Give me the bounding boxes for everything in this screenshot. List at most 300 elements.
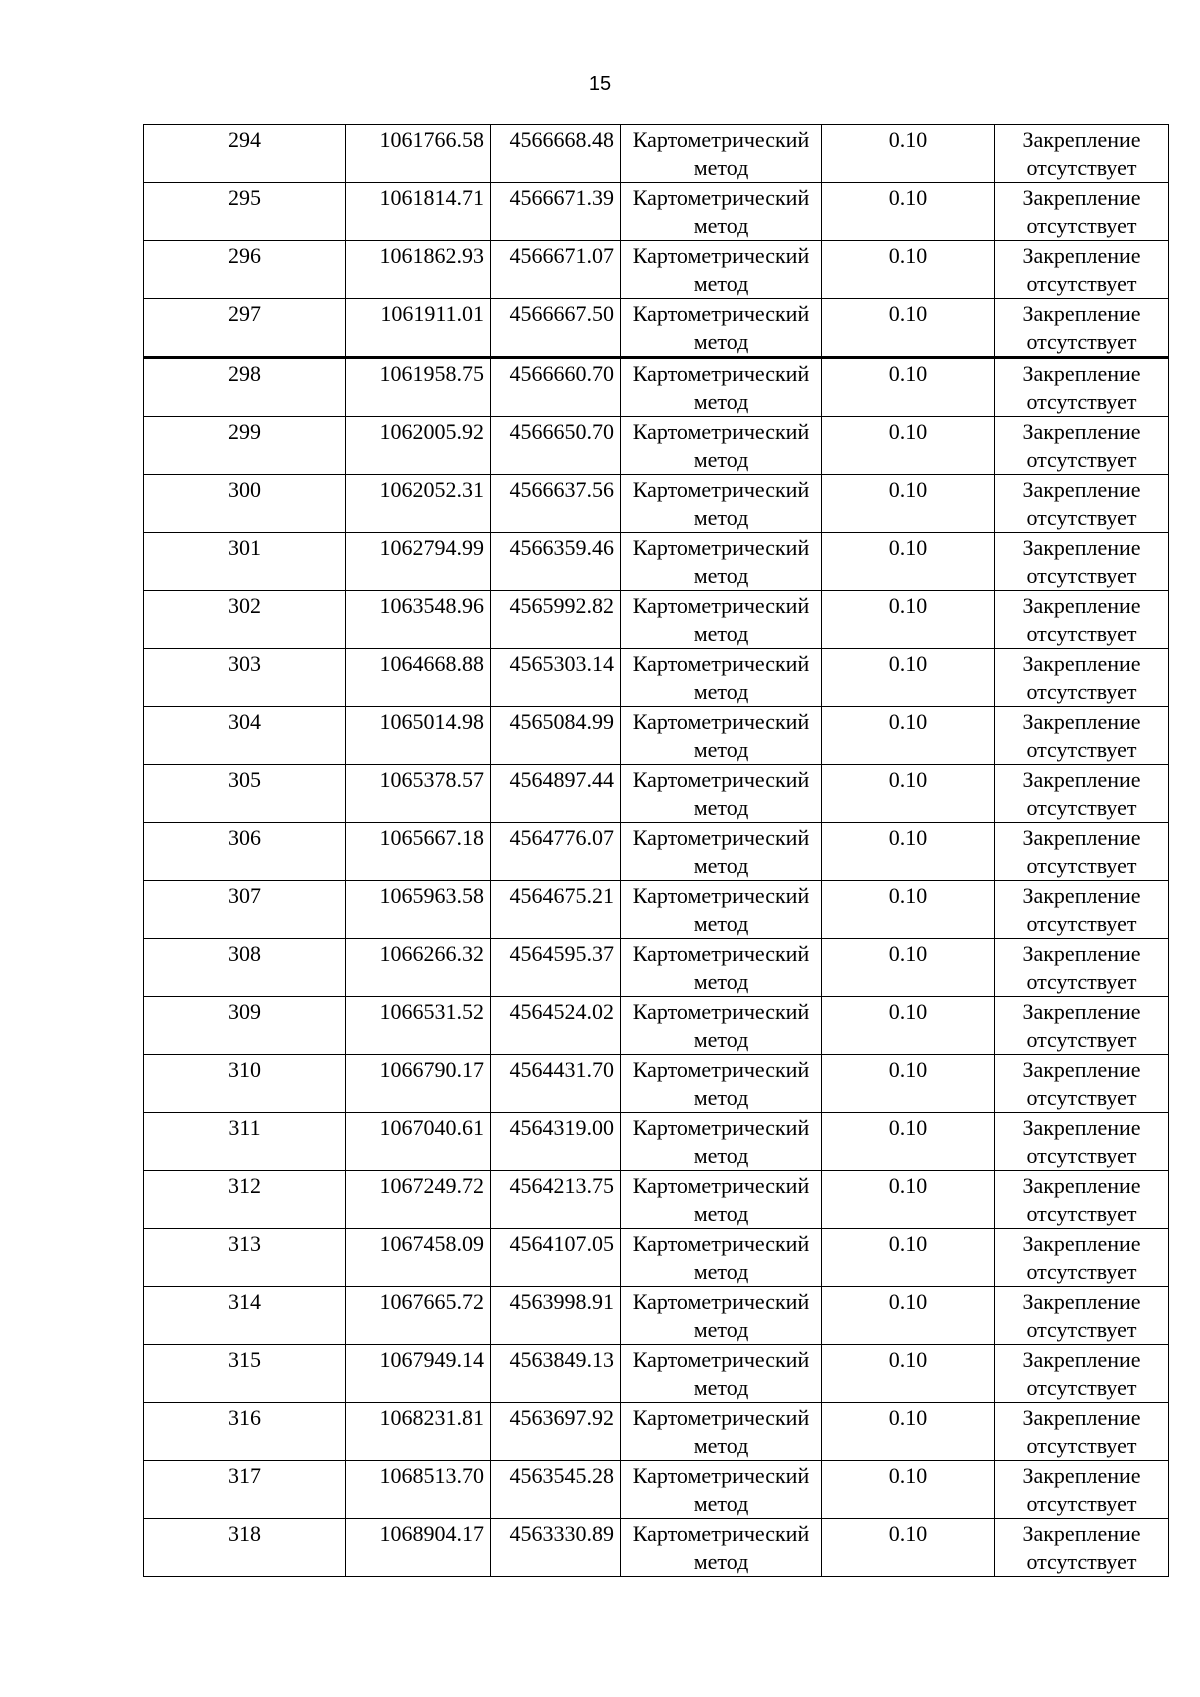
point-number: 308: [228, 941, 261, 966]
table-row: [144, 125, 1169, 183]
y-coordinate-cell: [491, 1055, 621, 1113]
accuracy-value: 0.10: [888, 1057, 928, 1082]
table-row: [144, 997, 1169, 1055]
point-number-cell: [144, 241, 346, 299]
accuracy-value: 0.10: [888, 593, 928, 618]
fixing-description: Закрепление отсутствует: [1022, 361, 1141, 414]
point-number: 296: [228, 243, 261, 268]
determination-method: Картометрический метод: [632, 127, 810, 180]
point-number: 313: [228, 1231, 261, 1256]
fixing-cell: [995, 881, 1169, 939]
fixing-description: Закрепление отсутствует: [1022, 1115, 1141, 1168]
accuracy-cell: [822, 997, 995, 1055]
fixing-cell: [995, 1229, 1169, 1287]
fixing-description: Закрепление отсутствует: [1022, 825, 1141, 878]
y-coordinate: 4566650.70: [509, 419, 614, 444]
accuracy-cell: [822, 1171, 995, 1229]
determination-method: Картометрический метод: [632, 709, 810, 762]
fixing-cell: [995, 241, 1169, 299]
table-row: [144, 765, 1169, 823]
accuracy-cell: [822, 183, 995, 241]
y-coordinate-cell: [491, 1345, 621, 1403]
y-coordinate: 4566359.46: [509, 535, 614, 560]
fixing-description: Закрепление отсутствует: [1022, 419, 1141, 472]
x-coordinate-cell: [346, 1113, 491, 1171]
determination-method: Картометрический метод: [632, 593, 810, 646]
table-row: [144, 1345, 1169, 1403]
y-coordinate-cell: [491, 997, 621, 1055]
accuracy-cell: [822, 299, 995, 358]
determination-method: Картометрический метод: [632, 301, 810, 354]
x-coordinate-cell: [346, 299, 491, 358]
y-coordinate: 4565992.82: [509, 593, 614, 618]
fixing-cell: [995, 1113, 1169, 1171]
point-number: 310: [228, 1057, 261, 1082]
y-coordinate: 4566671.39: [509, 185, 614, 210]
fixing-cell: [995, 1171, 1169, 1229]
x-coordinate: 1068904.17: [379, 1521, 484, 1546]
method-cell: [621, 1519, 822, 1577]
x-coordinate-cell: [346, 1055, 491, 1113]
y-coordinate: 4565303.14: [509, 651, 614, 676]
fixing-cell: [995, 591, 1169, 649]
point-number-cell: [144, 997, 346, 1055]
table-row: [144, 475, 1169, 533]
x-coordinate-cell: [346, 1229, 491, 1287]
determination-method: Картометрический метод: [632, 1347, 810, 1400]
x-coordinate-cell: [346, 183, 491, 241]
determination-method: Картометрический метод: [632, 651, 810, 704]
method-cell: [621, 881, 822, 939]
y-coordinate-cell: [491, 1113, 621, 1171]
point-number: 297: [228, 301, 261, 326]
x-coordinate: 1061911.01: [380, 301, 484, 326]
x-coordinate: 1067949.14: [379, 1347, 484, 1372]
method-cell: [621, 1403, 822, 1461]
x-coordinate-cell: [346, 707, 491, 765]
fixing-description: Закрепление отсутствует: [1022, 1405, 1141, 1458]
x-coordinate-cell: [346, 125, 491, 183]
fixing-description: Закрепление отсутствует: [1022, 535, 1141, 588]
point-number: 294: [228, 127, 261, 152]
table-row: [144, 417, 1169, 475]
x-coordinate-cell: [346, 591, 491, 649]
x-coordinate: 1067249.72: [379, 1173, 484, 1198]
fixing-description: Закрепление отсутствует: [1022, 1173, 1141, 1226]
point-number-cell: [144, 881, 346, 939]
method-cell: [621, 707, 822, 765]
point-number: 300: [228, 477, 261, 502]
accuracy-cell: [822, 1113, 995, 1171]
method-cell: [621, 649, 822, 707]
y-coordinate-cell: [491, 1519, 621, 1577]
method-cell: [621, 241, 822, 299]
point-number-cell: [144, 1287, 346, 1345]
method-cell: [621, 997, 822, 1055]
point-number: 295: [228, 185, 261, 210]
table-row: [144, 649, 1169, 707]
table-row: [144, 1229, 1169, 1287]
fixing-description: Закрепление отсутствует: [1022, 999, 1141, 1052]
method-cell: [621, 939, 822, 997]
x-coordinate-cell: [346, 649, 491, 707]
fixing-cell: [995, 183, 1169, 241]
fixing-cell: [995, 1287, 1169, 1345]
y-coordinate-cell: [491, 183, 621, 241]
fixing-cell: [995, 765, 1169, 823]
point-number-cell: [144, 183, 346, 241]
accuracy-cell: [822, 1461, 995, 1519]
point-number-cell: [144, 1461, 346, 1519]
table-row: [144, 358, 1169, 417]
accuracy-value: 0.10: [888, 185, 928, 210]
fixing-cell: [995, 533, 1169, 591]
accuracy-value: 0.10: [888, 999, 928, 1024]
determination-method: Картометрический метод: [632, 535, 810, 588]
y-coordinate-cell: [491, 1287, 621, 1345]
determination-method: Картометрический метод: [632, 999, 810, 1052]
accuracy-cell: [822, 591, 995, 649]
fixing-description: Закрепление отсутствует: [1022, 243, 1141, 296]
point-number-cell: [144, 939, 346, 997]
table-row: [144, 299, 1169, 358]
accuracy-cell: [822, 823, 995, 881]
x-coordinate: 1065667.18: [379, 825, 484, 850]
point-number-cell: [144, 591, 346, 649]
y-coordinate-cell: [491, 1229, 621, 1287]
method-cell: [621, 358, 822, 417]
y-coordinate: 4564107.05: [509, 1231, 614, 1256]
x-coordinate: 1062052.31: [379, 477, 484, 502]
determination-method: Картометрический метод: [632, 1115, 810, 1168]
fixing-description: Закрепление отсутствует: [1022, 767, 1141, 820]
x-coordinate: 1067458.09: [379, 1231, 484, 1256]
accuracy-cell: [822, 1287, 995, 1345]
accuracy-value: 0.10: [888, 651, 928, 676]
fixing-description: Закрепление отсутствует: [1022, 185, 1141, 238]
fixing-description: Закрепление отсутствует: [1022, 477, 1141, 530]
fixing-cell: [995, 1055, 1169, 1113]
fixing-description: Закрепление отсутствует: [1022, 127, 1141, 180]
fixing-cell: [995, 1403, 1169, 1461]
x-coordinate-cell: [346, 939, 491, 997]
x-coordinate: 1065963.58: [379, 883, 484, 908]
x-coordinate-cell: [346, 1287, 491, 1345]
method-cell: [621, 823, 822, 881]
accuracy-value: 0.10: [888, 243, 928, 268]
method-cell: [621, 1229, 822, 1287]
point-number-cell: [144, 299, 346, 358]
y-coordinate-cell: [491, 1461, 621, 1519]
y-coordinate-cell: [491, 475, 621, 533]
y-coordinate: 4566637.56: [509, 477, 614, 502]
x-coordinate: 1065378.57: [379, 767, 484, 792]
y-coordinate: 4563545.28: [509, 1463, 614, 1488]
point-number-cell: [144, 417, 346, 475]
table-row: [144, 1287, 1169, 1345]
table-row: [144, 591, 1169, 649]
fixing-description: Закрепление отсутствует: [1022, 593, 1141, 646]
x-coordinate: 1061862.93: [379, 243, 484, 268]
x-coordinate: 1067665.72: [379, 1289, 484, 1314]
accuracy-cell: [822, 1403, 995, 1461]
accuracy-value: 0.10: [888, 127, 928, 152]
point-number-cell: [144, 533, 346, 591]
point-number-cell: [144, 765, 346, 823]
x-coordinate-cell: [346, 997, 491, 1055]
accuracy-value: 0.10: [888, 1289, 928, 1314]
x-coordinate: 1062005.92: [379, 419, 484, 444]
y-coordinate: 4563849.13: [509, 1347, 614, 1372]
point-number-cell: [144, 1403, 346, 1461]
accuracy-value: 0.10: [888, 1521, 928, 1546]
accuracy-cell: [822, 1229, 995, 1287]
y-coordinate-cell: [491, 125, 621, 183]
point-number: 302: [228, 593, 261, 618]
accuracy-value: 0.10: [888, 709, 928, 734]
table-body: [144, 125, 1169, 1577]
y-coordinate: 4564675.21: [509, 883, 614, 908]
method-cell: [621, 533, 822, 591]
y-coordinate-cell: [491, 707, 621, 765]
x-coordinate: 1066790.17: [379, 1057, 484, 1082]
table-row: [144, 183, 1169, 241]
accuracy-value: 0.10: [888, 361, 928, 386]
table-row: [144, 1055, 1169, 1113]
x-coordinate-cell: [346, 1519, 491, 1577]
point-number: 305: [228, 767, 261, 792]
table-row: [144, 1113, 1169, 1171]
accuracy-cell: [822, 881, 995, 939]
method-cell: [621, 299, 822, 358]
y-coordinate-cell: [491, 881, 621, 939]
point-number: 312: [228, 1173, 261, 1198]
determination-method: Картометрический метод: [632, 477, 810, 530]
determination-method: Картометрический метод: [632, 243, 810, 296]
fixing-description: Закрепление отсутствует: [1022, 1463, 1141, 1516]
accuracy-value: 0.10: [888, 419, 928, 444]
y-coordinate-cell: [491, 241, 621, 299]
fixing-cell: [995, 417, 1169, 475]
point-number: 306: [228, 825, 261, 850]
fixing-description: Закрепление отсутствует: [1022, 1347, 1141, 1400]
point-number: 301: [228, 535, 261, 560]
y-coordinate: 4566660.70: [509, 361, 614, 386]
method-cell: [621, 1171, 822, 1229]
table-row: [144, 1519, 1169, 1577]
determination-method: Картометрический метод: [632, 185, 810, 238]
point-number-cell: [144, 1055, 346, 1113]
accuracy-cell: [822, 241, 995, 299]
y-coordinate-cell: [491, 299, 621, 358]
fixing-cell: [995, 823, 1169, 881]
determination-method: Картометрический метод: [632, 1057, 810, 1110]
y-coordinate-cell: [491, 1403, 621, 1461]
fixing-description: Закрепление отсутствует: [1022, 1289, 1141, 1342]
accuracy-value: 0.10: [888, 477, 928, 502]
method-cell: [621, 765, 822, 823]
point-number: 299: [228, 419, 261, 444]
table-row: [144, 707, 1169, 765]
accuracy-cell: [822, 649, 995, 707]
method-cell: [621, 475, 822, 533]
x-coordinate: 1064668.88: [379, 651, 484, 676]
fixing-cell: [995, 939, 1169, 997]
determination-method: Картометрический метод: [632, 825, 810, 878]
accuracy-value: 0.10: [888, 941, 928, 966]
y-coordinate: 4564897.44: [509, 767, 614, 792]
point-number: 309: [228, 999, 261, 1024]
determination-method: Картометрический метод: [632, 361, 810, 414]
determination-method: Картометрический метод: [632, 1289, 810, 1342]
method-cell: [621, 1461, 822, 1519]
table-row: [144, 1461, 1169, 1519]
y-coordinate: 4565084.99: [509, 709, 614, 734]
y-coordinate-cell: [491, 533, 621, 591]
x-coordinate: 1065014.98: [379, 709, 484, 734]
fixing-description: Закрепление отсутствует: [1022, 1231, 1141, 1284]
y-coordinate-cell: [491, 765, 621, 823]
y-coordinate-cell: [491, 417, 621, 475]
accuracy-cell: [822, 765, 995, 823]
determination-method: Картометрический метод: [632, 941, 810, 994]
x-coordinate: 1062794.99: [379, 535, 484, 560]
accuracy-value: 0.10: [888, 1405, 928, 1430]
method-cell: [621, 1345, 822, 1403]
point-number: 315: [228, 1347, 261, 1372]
coordinates-table: [143, 124, 1169, 1577]
y-coordinate: 4566668.48: [509, 127, 614, 152]
accuracy-value: 0.10: [888, 535, 928, 560]
point-number: 303: [228, 651, 261, 676]
x-coordinate-cell: [346, 417, 491, 475]
point-number-cell: [144, 1345, 346, 1403]
y-coordinate: 4564431.70: [509, 1057, 614, 1082]
y-coordinate: 4564524.02: [509, 999, 614, 1024]
determination-method: Картометрический метод: [632, 1231, 810, 1284]
y-coordinate-cell: [491, 649, 621, 707]
determination-method: Картометрический метод: [632, 767, 810, 820]
determination-method: Картометрический метод: [632, 1405, 810, 1458]
determination-method: Картометрический метод: [632, 419, 810, 472]
accuracy-value: 0.10: [888, 767, 928, 792]
determination-method: Картометрический метод: [632, 883, 810, 936]
accuracy-cell: [822, 475, 995, 533]
fixing-cell: [995, 125, 1169, 183]
x-coordinate: 1061958.75: [379, 361, 484, 386]
point-number-cell: [144, 1171, 346, 1229]
accuracy-cell: [822, 533, 995, 591]
point-number: 307: [228, 883, 261, 908]
method-cell: [621, 183, 822, 241]
table-row: [144, 1403, 1169, 1461]
point-number-cell: [144, 1113, 346, 1171]
accuracy-value: 0.10: [888, 825, 928, 850]
point-number-cell: [144, 707, 346, 765]
x-coordinate: 1061814.71: [379, 185, 484, 210]
point-number-cell: [144, 358, 346, 417]
fixing-description: Закрепление отсутствует: [1022, 301, 1141, 354]
point-number: 317: [228, 1463, 261, 1488]
x-coordinate-cell: [346, 823, 491, 881]
y-coordinate: 4564213.75: [509, 1173, 614, 1198]
point-number: 316: [228, 1405, 261, 1430]
accuracy-cell: [822, 939, 995, 997]
method-cell: [621, 125, 822, 183]
y-coordinate: 4563330.89: [509, 1521, 614, 1546]
fixing-cell: [995, 1519, 1169, 1577]
point-number: 314: [228, 1289, 261, 1314]
accuracy-cell: [822, 417, 995, 475]
y-coordinate-cell: [491, 823, 621, 881]
x-coordinate-cell: [346, 1345, 491, 1403]
point-number-cell: [144, 823, 346, 881]
y-coordinate-cell: [491, 358, 621, 417]
point-number: 311: [228, 1115, 261, 1140]
y-coordinate: 4563697.92: [509, 1405, 614, 1430]
x-coordinate-cell: [346, 533, 491, 591]
table-row: [144, 241, 1169, 299]
determination-method: Картометрический метод: [632, 1521, 810, 1574]
fixing-description: Закрепление отсутствует: [1022, 941, 1141, 994]
fixing-cell: [995, 649, 1169, 707]
accuracy-value: 0.10: [888, 1463, 928, 1488]
table-row: [144, 823, 1169, 881]
fixing-cell: [995, 358, 1169, 417]
y-coordinate: 4564319.00: [509, 1115, 614, 1140]
y-coordinate: 4564595.37: [509, 941, 614, 966]
accuracy-cell: [822, 1345, 995, 1403]
determination-method: Картометрический метод: [632, 1463, 810, 1516]
y-coordinate-cell: [491, 591, 621, 649]
y-coordinate: 4564776.07: [509, 825, 614, 850]
y-coordinate-cell: [491, 939, 621, 997]
fixing-cell: [995, 475, 1169, 533]
x-coordinate: 1068231.81: [379, 1405, 484, 1430]
y-coordinate-cell: [491, 1171, 621, 1229]
x-coordinate-cell: [346, 358, 491, 417]
x-coordinate: 1066531.52: [379, 999, 484, 1024]
accuracy-cell: [822, 1055, 995, 1113]
y-coordinate: 4566667.50: [509, 301, 614, 326]
x-coordinate-cell: [346, 881, 491, 939]
x-coordinate-cell: [346, 765, 491, 823]
fixing-cell: [995, 1461, 1169, 1519]
method-cell: [621, 591, 822, 649]
accuracy-cell: [822, 1519, 995, 1577]
point-number: 298: [228, 361, 261, 386]
table-row: [144, 533, 1169, 591]
accuracy-cell: [822, 358, 995, 417]
table-row: [144, 1171, 1169, 1229]
accuracy-value: 0.10: [888, 1347, 928, 1372]
y-coordinate: 4566671.07: [509, 243, 614, 268]
accuracy-value: 0.10: [888, 883, 928, 908]
fixing-description: Закрепление отсутствует: [1022, 1521, 1141, 1574]
accuracy-value: 0.10: [888, 1173, 928, 1198]
fixing-description: Закрепление отсутствует: [1022, 1057, 1141, 1110]
x-coordinate: 1066266.32: [379, 941, 484, 966]
accuracy-value: 0.10: [888, 301, 928, 326]
x-coordinate: 1063548.96: [379, 593, 484, 618]
method-cell: [621, 417, 822, 475]
point-number: 318: [228, 1521, 261, 1546]
determination-method: Картометрический метод: [632, 1173, 810, 1226]
method-cell: [621, 1113, 822, 1171]
point-number-cell: [144, 1519, 346, 1577]
x-coordinate: 1061766.58: [379, 127, 484, 152]
point-number: 304: [228, 709, 261, 734]
